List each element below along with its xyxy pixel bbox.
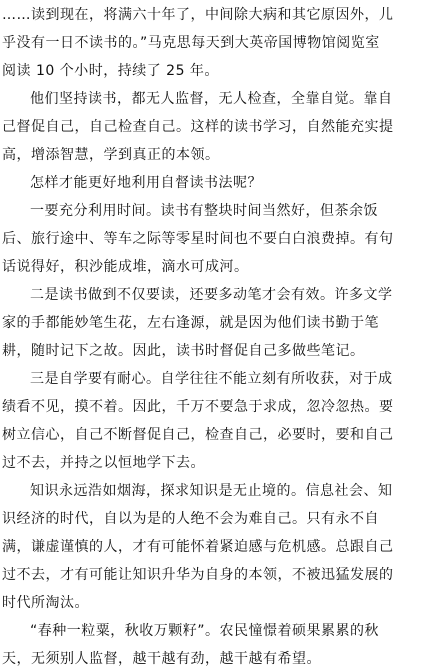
text-line: ……读到现在，将满六十年了，中间除大病和其它原因外，儿 — [2, 7, 394, 23]
text-line: 三是自学要有耐心。自学往往不能立刻有所收获，对于成 — [30, 371, 393, 387]
text-line: 天，无须别人监督，越干越有劲，越干越有希望。 — [2, 651, 321, 667]
text-line: 一要充分利用时间。读书有整块时间当然好，但茶余饭 — [30, 203, 378, 219]
text-line: 怎样才能更好地利用自督读书法呢？ — [30, 175, 262, 191]
text-line: 过不去，才有可能让知识升华为自身的本领，不被迅猛发展的 — [2, 567, 394, 583]
text-line: 树立信心，自己不断督促自己，检查自己，必要时，要和自己 — [2, 427, 394, 443]
text-line: 识经济的时代，自以为是的人绝不会为难自己。只有永不自 — [2, 511, 379, 527]
text-line: 家的手都能妙笔生花，左右逢源，就是因为他们读书勤于笔 — [2, 315, 379, 331]
text-line: 高，增添智慧，学到真正的本领。 — [2, 147, 220, 163]
text-line: 耕，随时记下之故。因此，读书时督促自己多做些笔记。 — [2, 343, 365, 359]
text-line: 时代所淘汰。 — [2, 595, 89, 611]
text-line: 满，谦虚谨慎的人，才有可能怀着紧迫感与危机感。总跟自己 — [2, 539, 394, 555]
text-line: 二是读书做到不仅要读，还要多动笔才会有效。许多文学 — [30, 287, 393, 303]
text-line: 话说得好，积沙能成堆，滴水可成河。 — [2, 259, 249, 275]
text-line: 过不去，并持之以恒地学下去。 — [2, 455, 205, 471]
text-line: 后、旅行途中、等车之际等零星时间也不要白白浪费掉。有句 — [2, 231, 394, 247]
text-line: 己督促自己，自己检查自己。这样的读书学习，自然能充实提 — [2, 119, 394, 135]
text-line: “春种一粒粟，秋收万颗籽”。农民憧憬着硕果累累的秋 — [30, 623, 380, 639]
text-line: 乎没有一日不读书的。”马克思每天到大英帝国博物馆阅览室 — [2, 35, 380, 51]
text-line: 他们坚持读书，都无人监督，无人检查，全靠自觉。靠自 — [30, 91, 393, 107]
text-line: 阅读 10 个小时，持续了 25 年。 — [2, 63, 219, 79]
text-line: 绩看不见，摸不着。因此，千万不要急于求成，忽冷忽热。要 — [2, 399, 394, 415]
text-line: 知识永远浩如烟海，探求知识是无止境的。信息社会、知 — [30, 483, 393, 499]
